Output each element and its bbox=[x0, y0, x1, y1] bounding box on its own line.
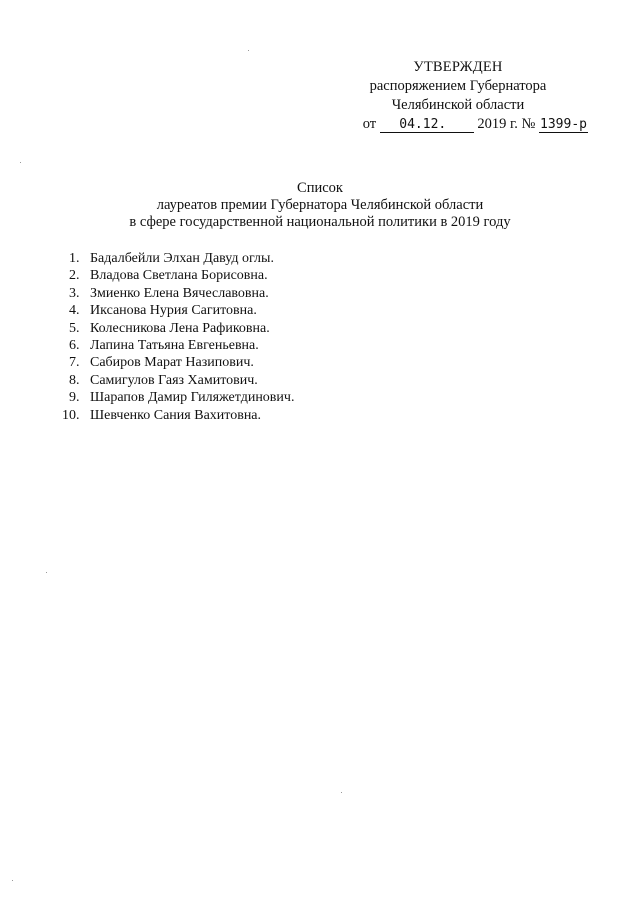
heading-subtitle-2: в сфере государственной национальной политики в 2019 году bbox=[129, 214, 511, 230]
list-item bbox=[60, 267, 580, 284]
list-item-number: 5. bbox=[69, 320, 80, 336]
list-item bbox=[60, 302, 580, 319]
list-item-number: 1. bbox=[69, 251, 80, 266]
list-item-name: Шарапов Дамир Гиляжетдинович. bbox=[90, 390, 295, 406]
list-item-number: 3. bbox=[69, 285, 80, 301]
list-item-name: Шевченко Сания Вахитовна. bbox=[90, 407, 262, 423]
list-item-name: Иксанова Нурия Сагитовна. bbox=[90, 303, 257, 319]
list-item-number: 4. bbox=[69, 303, 80, 319]
scan-speck bbox=[248, 50, 249, 51]
list-item-name: Лапина Татьяна Евгеньевна. bbox=[90, 338, 259, 354]
list-item-number: 8. bbox=[69, 372, 80, 388]
scan-speck bbox=[20, 162, 21, 163]
approval-line-decree: распоряжением Губернатора bbox=[369, 78, 547, 94]
approval-year-text: 2019 г. № bbox=[477, 116, 536, 132]
scan-speck bbox=[12, 880, 13, 881]
approval-date-prefix: от bbox=[362, 116, 377, 132]
list-item-name: Сабиров Марат Назипович. bbox=[90, 355, 254, 371]
list-item-number: 6. bbox=[69, 338, 80, 354]
approval-title: УТВЕРЖДЕН bbox=[413, 59, 503, 75]
list-item bbox=[60, 354, 580, 371]
list-item-name: Бадалбейли Элхан Давуд оглы. bbox=[90, 251, 274, 266]
scan-speck bbox=[341, 792, 342, 793]
approval-date-line bbox=[328, 115, 588, 134]
approval-number-value: 1399-р bbox=[540, 117, 587, 132]
list-item bbox=[60, 337, 580, 354]
approval-stamp bbox=[328, 58, 588, 134]
list-item-name: Змиенко Елена Вячеславовна. bbox=[90, 285, 269, 301]
list-item-number: 2. bbox=[69, 268, 80, 284]
list-item-number: 9. bbox=[69, 390, 80, 406]
laureates-list bbox=[60, 250, 580, 424]
heading-subtitle-1: лауреатов премии Губернатора Челябинской области bbox=[156, 197, 484, 213]
list-item bbox=[60, 372, 580, 389]
list-item-name: Колесникова Лена Рафиковна. bbox=[90, 320, 270, 336]
list-item-name: Владова Светлана Борисовна. bbox=[90, 268, 268, 284]
list-item bbox=[60, 407, 580, 424]
list-item-name: Самигулов Гаяз Хамитович. bbox=[90, 372, 258, 388]
list-item bbox=[60, 389, 580, 406]
list-item bbox=[60, 320, 580, 337]
list-item-number: 7. bbox=[69, 355, 80, 371]
heading-title: Список bbox=[297, 180, 343, 196]
list-item bbox=[60, 285, 580, 302]
list-item-number: 10. bbox=[62, 407, 80, 423]
approval-date-value: 04.12. bbox=[380, 117, 474, 133]
list-item bbox=[60, 250, 580, 267]
document-heading bbox=[0, 180, 640, 231]
approval-line-region: Челябинской области bbox=[391, 97, 525, 113]
scan-speck bbox=[46, 572, 47, 573]
